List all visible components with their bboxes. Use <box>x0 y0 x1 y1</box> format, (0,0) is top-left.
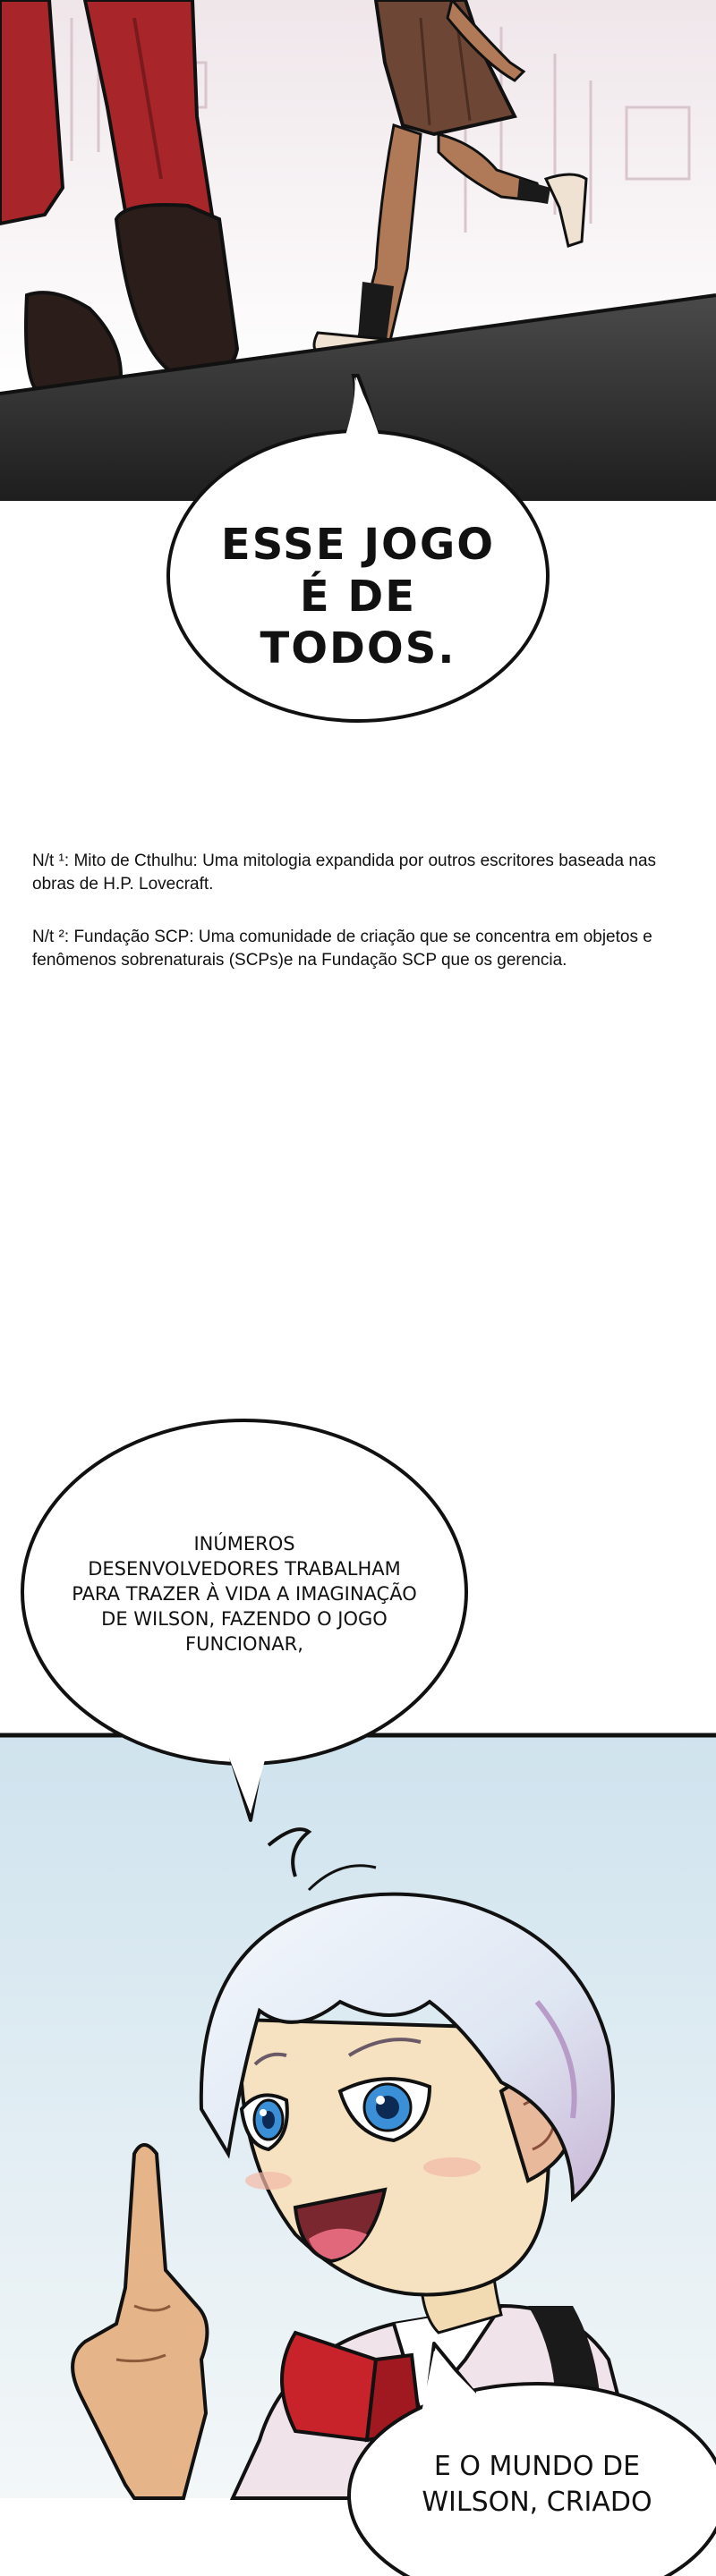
bubble-3-text: E O MUNDO DE WILSON, CRIADO <box>422 2451 652 2518</box>
bubble-1-text: ESSE JOGO É DE TODOS. <box>220 520 496 674</box>
speech-bubble-1 <box>161 376 555 733</box>
translator-note-2: N/t ²: Fundação SCP: Uma comunidade de criação que se concentra em objetos e fenômenos sobrenaturais (SCPs)e na Fundação SCP que os gerencia. <box>32 928 652 970</box>
bubble-2-text: INÚMEROS DESENVOLVEDORES TRABALHAM PARA TRAZER À VIDA A IMAGINAÇÃO DE WILSON, FAZENDO O JOGO FUNCIONAR, <box>72 1533 417 1655</box>
translator-note-1: N/t ¹: Mito de Cthulhu: Uma mitologia expandida por outros escritores baseada nas obras de H.P. Lovecraft. <box>32 852 657 894</box>
speech-bubble-3 <box>340 2343 716 2518</box>
speech-bubble-2 <box>16 1413 473 1825</box>
